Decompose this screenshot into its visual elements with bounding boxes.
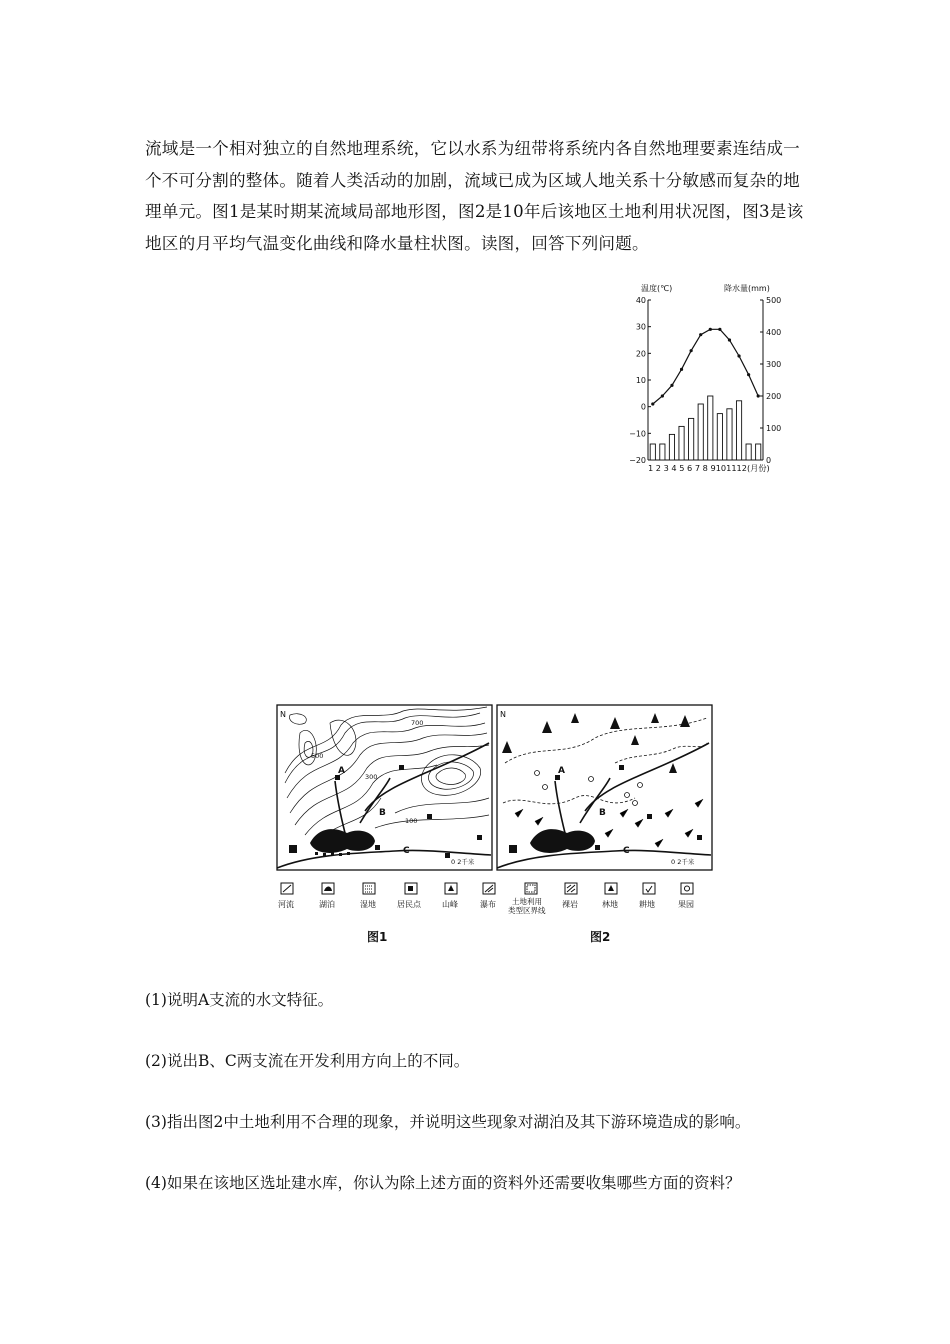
fig2-label-c: C [623,846,630,856]
fig1-caption: 图1 [367,930,388,944]
legend-wetland-icon [363,883,375,894]
fig1-label-c: C [403,846,410,856]
precipitation-bar [717,414,722,460]
right-tick-label: 0 [766,456,772,465]
right-tick-label: 300 [766,360,782,369]
precipitation-bar [756,444,761,460]
fig2-scale: 0 2千米 [671,858,695,866]
left-tick-label: 0 [640,402,646,412]
precipitation-bar [698,404,703,460]
temperature-point [747,373,750,376]
legend-cropland-label: 耕地 [639,900,655,909]
left-tick-label: −10 [629,429,646,439]
fig2-label-a: A [558,766,565,776]
legend-settlement-label: 居民点 [397,900,421,909]
temperature-point [680,368,683,371]
temperature-point [661,394,664,397]
fig2-label-b: B [599,808,606,818]
precipitation-bar [650,444,655,460]
precipitation-bar [660,444,665,460]
precipitation-bar [669,434,674,460]
left-tick-label: 10 [635,376,646,385]
left-tick-label: −20 [629,456,646,465]
right-tick-label: 400 [766,328,782,337]
temperature-point [757,394,760,397]
legend-orchard-icon [681,883,693,894]
precipitation-bar [727,409,732,460]
legend-river-label: 河流 [278,900,294,909]
legend-bare-rock-label: 裸岩 [562,900,578,909]
left-tick-label: 40 [635,296,646,305]
right-tick-label: 200 [766,392,782,401]
legend-peak-label: 山峰 [442,900,458,909]
contour-label-300: 300 [365,773,378,781]
fig1-lake [310,829,375,853]
left-tick-label: 30 [635,322,646,332]
temperature-point [690,349,693,352]
legend-forest-icon [605,883,617,894]
legend-lake-label: 湖泊 [319,900,335,909]
fig2-map [497,705,712,870]
fig1-scale: 0 2千米 [451,858,475,866]
fig2-north-label: N [500,710,506,719]
legend-boundary-label-2: 类型区界线 [508,906,546,915]
temp-axis-label: 温度(℃) [641,284,673,293]
question-4: (4)如果在该地区选址建水库，你认为除上述方面的资料外还需要收集哪些方面的资料？ [145,1174,741,1192]
legend-boundary-label: 土地利用 [512,897,542,906]
legend-orchard-label: 果园 [678,900,694,909]
fig1-label-b: B [379,808,386,818]
temperature-point [699,333,702,336]
temperature-point [737,354,740,357]
legend-settlement-icon [405,883,417,894]
temperature-point [670,384,673,387]
legend-bare-rock-icon [565,883,577,894]
question-2: (2)说出B、C两支流在开发利用方向上的不同。 [145,1052,470,1070]
temperature-point [718,328,721,331]
legend-waterfall-label: 瀑布 [480,900,496,909]
precipitation-bar [736,401,741,460]
temperature-point [709,328,712,331]
contour-label-700: 700 [411,719,424,727]
question-1: (1)说明A支流的水文特征。 [145,991,334,1009]
legend-lake-icon [322,883,334,894]
question-3: (3)指出图2中土地利用不合理的现象，并说明这些现象对湖泊及其下游环境造成的影响。 [145,1113,751,1131]
x-tick-labels: 1 2 3 4 5 6 7 8 9101112(月份) [648,463,770,473]
precipitation-bar [679,426,684,460]
maps-figure [275,703,715,953]
contour-label-100: 100 [405,817,418,825]
intro-paragraph: 流域是一个相对独立的自然地理系统，它以水系为纽带将系统内各自然地理要素连结成一个不可分割的整体。随着人类活动的加剧，流域已成为区域人地关系十分敏感而复杂的地理单元。图1是某时期某流域局部地形图，图2是10年后该地区土地利用状况图，图3是该地区的月平均气温变化曲线和降水量柱状图。读图，回答下列问题。 [145,139,804,253]
legend-peak-icon [445,883,457,894]
legend-waterfall-icon [483,883,495,894]
map-legend [278,883,694,915]
temperature-line [653,329,758,404]
legend-forest-label: 林地 [602,900,618,909]
right-tick-label: 500 [766,296,782,305]
legend-wetland-label: 湿地 [360,900,376,909]
fig2-caption: 图2 [590,930,611,944]
precip-axis-label: 降水量(mm) [724,284,770,293]
left-tick-label: 20 [635,349,646,359]
fig1-label-a: A [338,766,345,776]
contour-label-500: 500 [311,752,324,760]
legend-river-icon [281,883,293,894]
fig2-lake [530,829,595,853]
climate-chart [628,280,798,480]
fig1-north-label: N [280,710,286,719]
right-tick-label: 100 [766,424,782,433]
legend-cropland-icon [643,883,655,894]
temperature-point [728,338,731,341]
fig1-map [277,705,492,870]
precipitation-bar [708,396,713,460]
precipitation-bar [689,418,694,460]
legend-boundary-icon [525,883,537,894]
temperature-point [651,402,654,405]
precipitation-bar [746,444,751,460]
